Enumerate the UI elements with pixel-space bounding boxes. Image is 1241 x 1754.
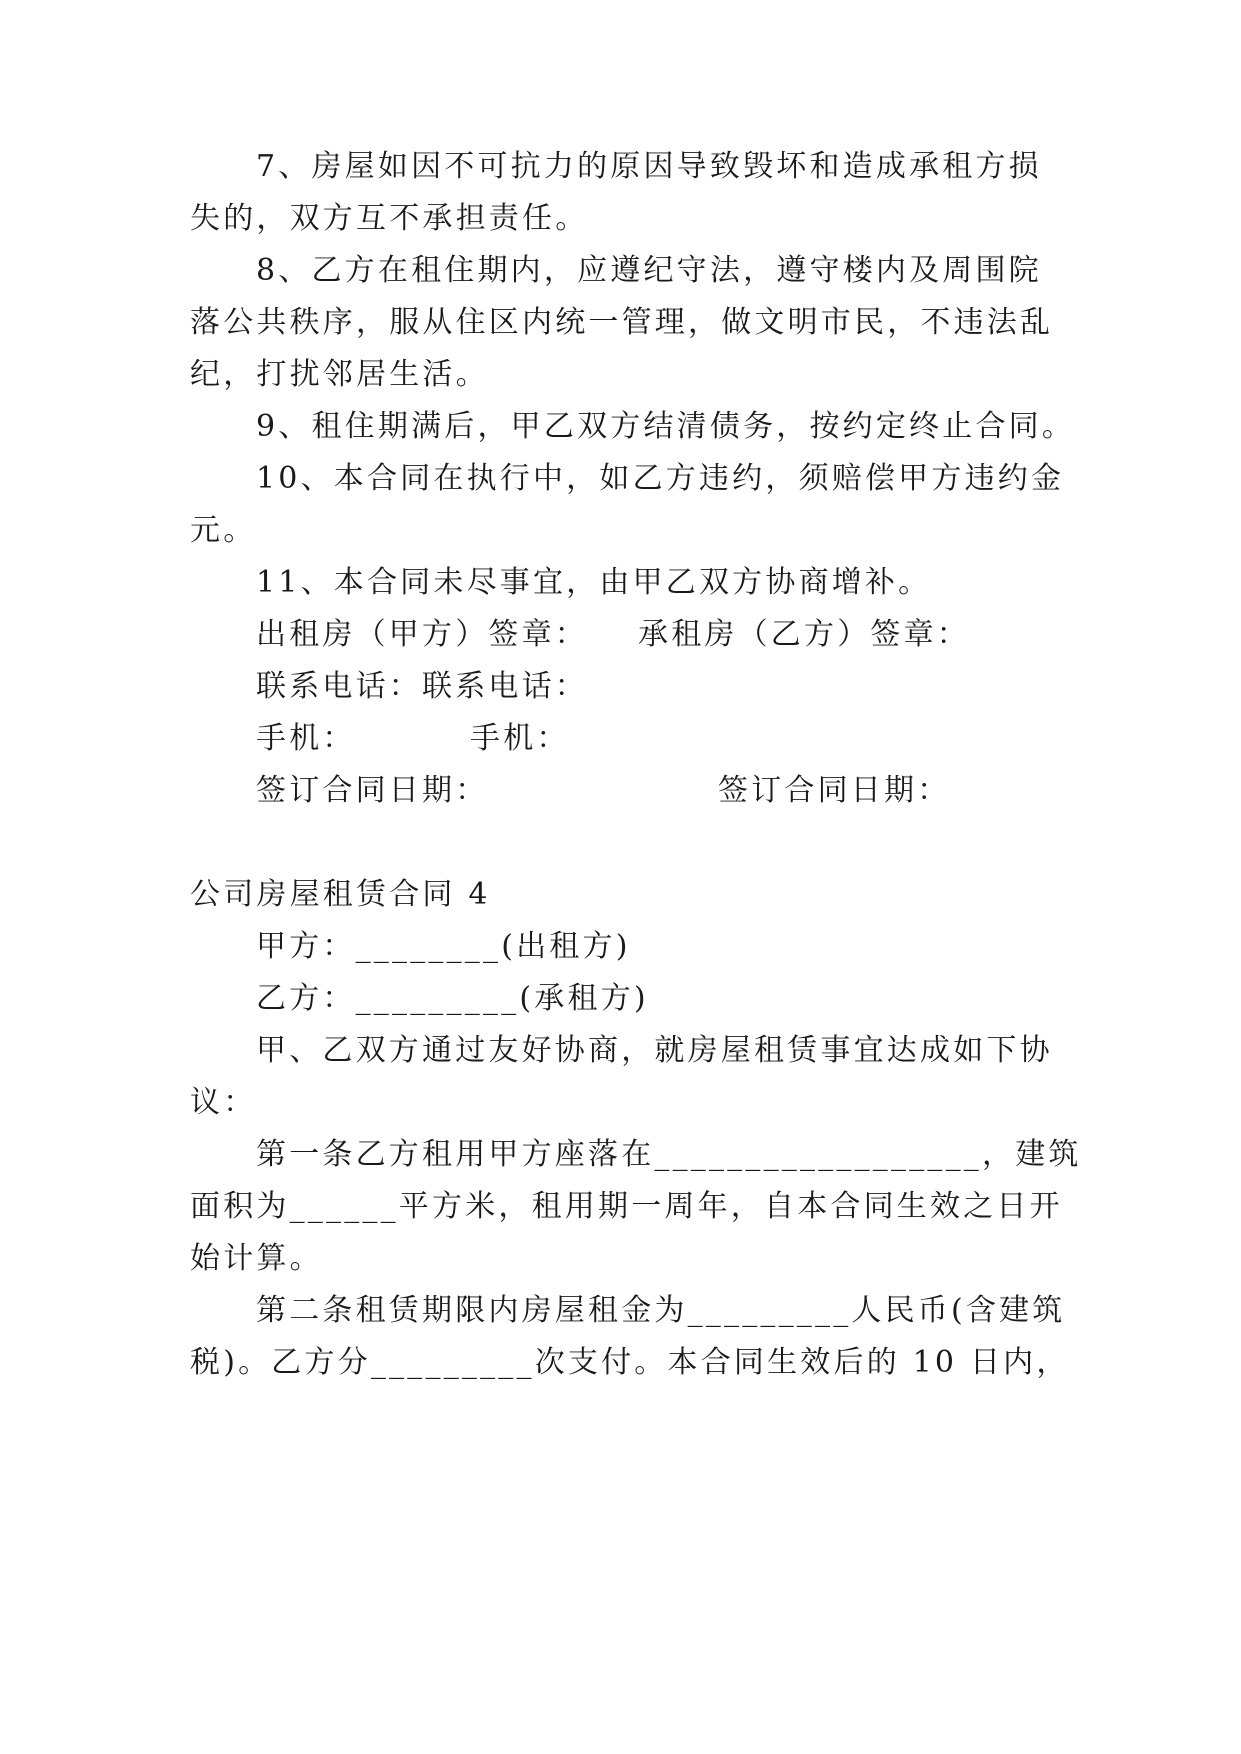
clause-9: 9、租住期满后，甲乙双方结清债务，按约定终止合同。	[256, 409, 1076, 444]
party-b-line: 乙方：_________(承租方)	[256, 981, 649, 1016]
clause-8-line-3: 纪，打扰邻居生活。	[190, 357, 489, 392]
clause-8-line-1: 8、乙方在租住期内，应遵纪守法，遵守楼内及周围院	[256, 253, 1042, 288]
clause-11: 11、本合同未尽事宜，由甲乙双方协商增补。	[256, 565, 932, 600]
clause-7-line-1: 7、房屋如因不可抗力的原因导致毁坏和造成承租方损	[256, 149, 1042, 184]
article-1-line-1: 第一条乙方租用甲方座落在__________________，建筑	[256, 1137, 1082, 1172]
party-a-line: 甲方：________(出租方)	[256, 929, 631, 964]
mobile-label-right: 手机：	[470, 721, 570, 756]
clause-8-line-2: 落公共秩序，服从住区内统一管理，做文明市民，不违法乱	[190, 305, 1054, 340]
article-1-line-2: 面积为______平方米，租用期一周年，自本合同生效之日开	[190, 1189, 1063, 1224]
clause-10-line-2: 元。	[190, 513, 257, 548]
intro-line-1: 甲、乙双方通过友好协商，就房屋租赁事宜达成如下协	[256, 1033, 1053, 1068]
phone-labels: 联系电话：联系电话：	[256, 669, 588, 704]
clause-10-line-1: 10、本合同在执行中，如乙方违约，须赔偿甲方违约金	[256, 461, 1065, 496]
sign-date-right: 签订合同日期：	[718, 773, 951, 808]
lessee-signature-label: 承租房（乙方）签章：	[638, 617, 970, 652]
lessor-signature-label: 出租房（甲方）签章：	[256, 617, 588, 652]
article-1-line-3: 始计算。	[190, 1241, 323, 1276]
intro-line-2: 议：	[190, 1085, 257, 1120]
clause-7-line-2: 失的，双方互不承担责任。	[190, 201, 589, 236]
article-2-line-2: 税)。乙方分_________次支付。本合同生效后的 10 日内，	[190, 1345, 1070, 1380]
article-2-line-1: 第二条租赁期限内房屋租金为_________人民币(含建筑	[256, 1293, 1066, 1328]
sign-date-left: 签订合同日期：	[256, 773, 489, 808]
contract-4-title: 公司房屋租赁合同 4	[190, 877, 491, 912]
mobile-label-left: 手机：	[256, 721, 356, 756]
